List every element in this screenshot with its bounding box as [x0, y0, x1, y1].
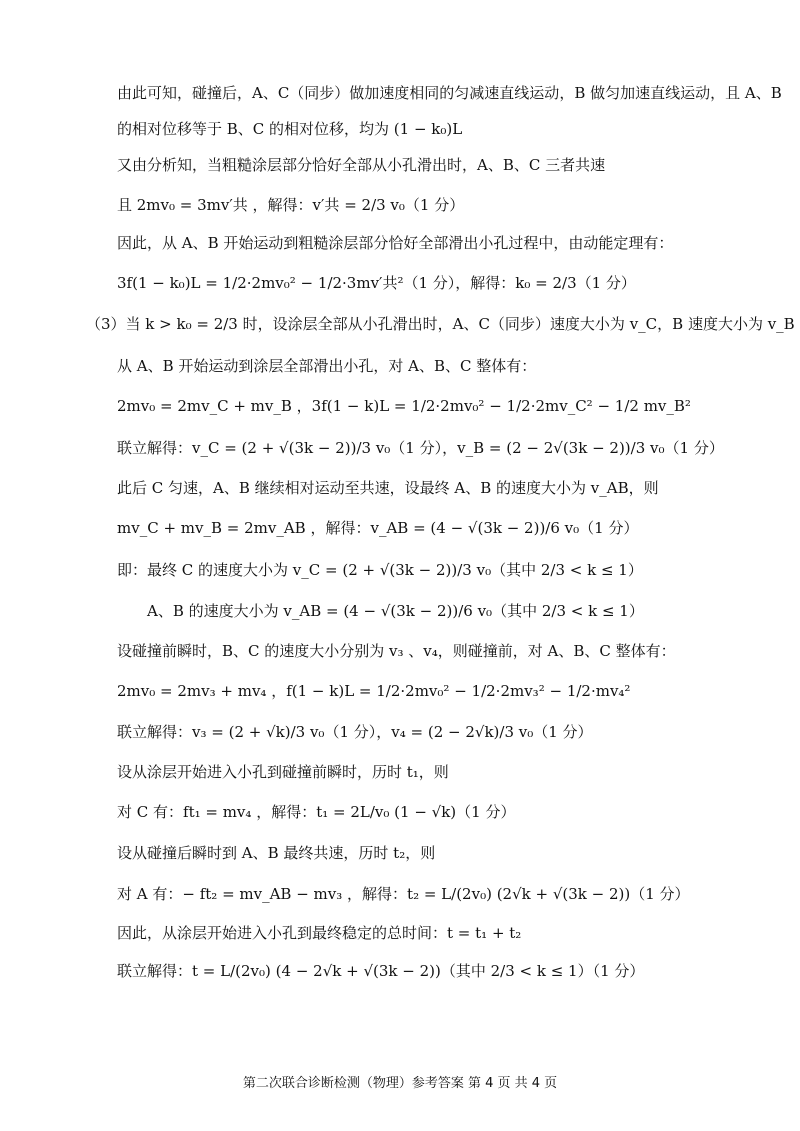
- text-line: 联立解得：v₃ = (2 + √k)/3 v₀（1 分），v₄ = (2 − 2√k)/3 v₀（1 分）: [117, 723, 593, 741]
- text-line: （3）当 k > k₀ = 2/3 时，设涂层全部从小孔滑出时，A、C（同步）速度大小为 v_C，B 速度大小为 v_B: [86, 315, 795, 333]
- text-line: 即：最终 C 的速度大小为 v_C = (2 + √(3k − 2))/3 v₀（其中 2/3 < k ≤ 1）: [117, 561, 643, 579]
- page-footer: 第二次联合诊断检测（物理）参考答案 第 4 页 共 4 页: [242, 1076, 558, 1091]
- text-line: mv_C + mv_B = 2mv_AB ，解得：v_AB = (4 − √(3k − 2))/6 v₀（1 分）: [117, 519, 639, 537]
- text-line: 由此可知，碰撞后，A、C（同步）做加速度相同的匀减速直线运动，B 做匀加速直线运动，且 A、B: [117, 84, 782, 102]
- text-line: A、B 的速度大小为 v_AB = (4 − √(3k − 2))/6 v₀（其中 2/3 < k ≤ 1）: [147, 602, 644, 620]
- text-line: 因此，从 A、B 开始运动到粗糙涂层部分恰好全部滑出小孔过程中，由动能定理有：: [117, 234, 674, 252]
- text-line: 设从涂层开始进入小孔到碰撞前瞬时，历时 t₁，则: [117, 763, 449, 781]
- text-line: 从 A、B 开始运动到涂层全部滑出小孔，对 A、B、C 整体有：: [117, 357, 537, 375]
- text-line: 的相对位移等于 B、C 的相对位移，均为 (1 − k₀)L: [117, 120, 463, 138]
- text-line: 2mv₀ = 2mv₃ + mv₄ ，f(1 − k)L = 1/2·2mv₀² − 1/2·2mv₃² − 1/2·mv₄²: [117, 682, 631, 700]
- text-line: 对 A 有：− ft₂ = mv_AB − mv₃ ，解得：t₂ = L/(2v₀) (2√k + √(3k − 2))（1 分）: [117, 885, 690, 903]
- text-line: 2mv₀ = 2mv_C + mv_B ，3f(1 − k)L = 1/2·2mv₀² − 1/2·2mv_C² − 1/2 mv_B²: [117, 397, 691, 415]
- text-line: 因此，从涂层开始进入小孔到最终稳定的总时间：t = t₁ + t₂: [117, 924, 522, 942]
- text-line: 联立解得：t = L/(2v₀) (4 − 2√k + √(3k − 2))（其中 2/3 < k ≤ 1）（1 分）: [117, 962, 645, 980]
- text-line: 3f(1 − k₀)L = 1/2·2mv₀² − 1/2·3mv′共²（1 分），解得：k₀ = 2/3（1 分）: [117, 274, 636, 292]
- text-line: 设碰撞前瞬时，B、C 的速度大小分别为 v₃ 、v₄，则碰撞前，对 A、B、C 整体有：: [117, 642, 676, 660]
- text-line: 此后 C 匀速，A、B 继续相对运动至共速，设最终 A、B 的速度大小为 v_AB，则: [117, 479, 659, 497]
- text-line: 对 C 有：ft₁ = mv₄ ，解得：t₁ = 2L/v₀ (1 − √k)（1 分）: [117, 803, 516, 821]
- text-line: 且 2mv₀ = 3mv′共 ，解得：v′共 = 2/3 v₀（1 分）: [117, 196, 465, 214]
- text-line: 又由分析知，当粗糙涂层部分恰好全部从小孔滑出时，A、B、C 三者共速: [117, 156, 606, 174]
- text-line: 设从碰撞后瞬时到 A、B 最终共速，历时 t₂，则: [117, 844, 436, 862]
- text-line: 联立解得：v_C = (2 + √(3k − 2))/3 v₀（1 分），v_B = (2 − 2√(3k − 2))/3 v₀（1 分）: [117, 439, 724, 457]
